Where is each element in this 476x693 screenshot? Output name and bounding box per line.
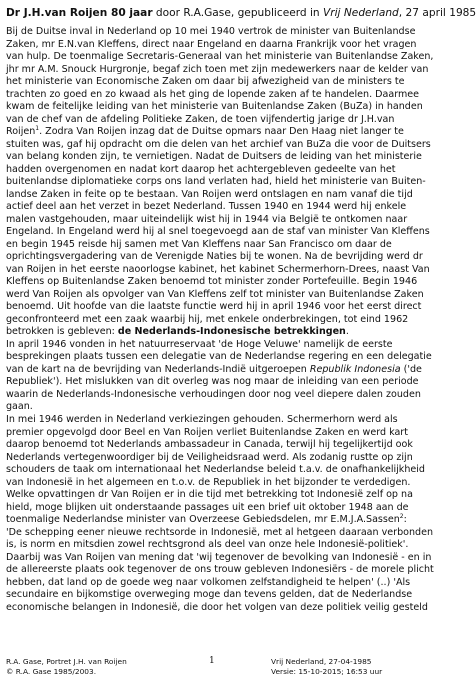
text-line: de allereerste plaats ook tegenover de ons trouw gebleven Indonesiërs - de morele plicht xyxy=(6,564,434,576)
bold-phrase: de Nederlands-Indonesische betrekkingen xyxy=(117,326,346,338)
text-line: van belang konden zijn, te vernietigen. Nadat de Duitsers de leiding van het ministerie xyxy=(6,151,422,163)
text-line: trachten zo goed en zo kwaad als het ging de lopende zaken af te handelen. Daarmee xyxy=(6,88,420,100)
footer-author xyxy=(6,657,127,676)
text-fragment: toenmalige Nederlandse minister van Overzeese Gebiedsdelen, mr E.M.J.A.Sassen xyxy=(6,514,400,526)
text-fragment: Roijen xyxy=(6,126,36,138)
text-line: waarin de Nederlands-Indonesische verhoudingen door nog veel diepere dalen zouden xyxy=(6,388,421,400)
text-line: premier opgevolgd door Beel en Van Roijen verliet Buitenlandse Zaken en werd kart xyxy=(6,426,408,438)
footer-version: Versie: 15-10-2015; 16:53 uur xyxy=(271,666,383,676)
text-line: landse Zaken in feite op te bestaan. Van Roijen werd ontslagen en nam vanaf die tijd xyxy=(6,188,413,200)
text-line-italic-phrase xyxy=(6,364,446,377)
text-fragment: . xyxy=(345,326,349,338)
text-line: In mei 1946 werden in Nederland verkiezingen gehouden. Schermerhorn werd als xyxy=(6,413,398,425)
text-fragment: betrokken is gebleven: xyxy=(6,326,118,338)
footnote-ref-1[interactable]: 1 xyxy=(35,125,40,133)
text-line: en begin 1945 reisde hij samen met Van Kleffens naar San Francisco om daar de xyxy=(6,238,392,250)
text-line: schouders de taak om internationaal het Nederlandse beleid t.a.v. de onafhankelijkheid xyxy=(6,464,425,476)
text-line: malen vastgehouden, maar uiteindelijk wist hij in 1944 via België te ontkomen naar xyxy=(6,213,408,225)
text-line: geconfronteerd met een zaak waarbij hij, met enkele onderbrekingen, tot eind 1962 xyxy=(6,313,409,325)
text-line: actief deel aan het verzet in bezet Nederland. Tussen 1940 en 1944 werd hij enkele xyxy=(6,201,407,213)
text-line: van Roijen in het eerste naoorlogse kabinet, het kabinet Schermerhorn-Drees, naast Van xyxy=(6,263,430,275)
article-body xyxy=(6,26,446,614)
text-line: oprichtingsvergadering van de Verenigde Naties bij te wonen. Na de bevrijding werd dr xyxy=(6,251,423,263)
text-line: Kleffens op Buitenlandse Zaken benoemd tot minister zonder Portefeuille. Begin 1946 xyxy=(6,276,418,288)
text-line: kwam de feitelijke leiding van het ministerie van Buitenlandse Zaken (BuZa) in handen xyxy=(6,101,423,113)
footer-copyright: © R.A. Gase 1985/2003. xyxy=(6,666,97,676)
text-fragment: van de kart na de bevrijding van Nederlands-Indië uitgeroepen xyxy=(6,363,310,375)
title-subject: Dr J.H.van Roijen 80 jaar xyxy=(6,7,153,19)
text-line: 'De schepping eener nieuwe rechtsorde in Indonesië, met al hetgeen daaraan verbonden xyxy=(6,526,433,538)
text-line: van de chef van de afdeling Politieke Zaken, de toen vijfendertig jarige dr J.H.van xyxy=(6,113,395,125)
text-line: het ministerie van Economische Zaken om daar bij afwezigheid van de ministers te xyxy=(6,76,405,88)
page-footer xyxy=(0,657,450,685)
text-line: hield, moge blijken uit onderstaande passages uit een brief uit oktober 1948 aan de xyxy=(6,501,409,513)
title-publication: Vrij Nederland xyxy=(323,7,399,19)
text-line: Nederlands vertegenwoordiger bij de Veiligheidsraad werd. Als zodanig rustte op zijn xyxy=(6,451,413,463)
text-line: is, is norm en mitsdien zowel rechtsgrond als deel van onze hele Indonesië-politiek'. xyxy=(6,539,409,551)
footer-source xyxy=(271,657,382,676)
text-line-footnote-1 xyxy=(6,126,446,139)
text-line-bold-phrase xyxy=(6,326,446,339)
text-line: hebben, dat land op de goede weg naar volkomen zelfstandigheid te helpen' (..) 'Als xyxy=(6,576,411,588)
text-line: Engeland. In Engeland werd hij al snel toegevoegd aan de staf van minister Van Kleffens xyxy=(6,226,430,238)
text-line: Bij de Duitse inval in Nederland op 10 mei 1940 vertrok de minister van Buitenlandse xyxy=(6,26,416,37)
text-line: jhr mr A.M. Snouck Hurgronje, begaf zich toen met zijn medewerkers naar de kelder van xyxy=(6,63,429,75)
italic-phrase: Republik Indonesia xyxy=(309,363,401,375)
footnote-ref-2[interactable]: 2 xyxy=(399,513,404,521)
text-line: daarop benoemd tot Nederlands ambassadeur in Canada, terwijl hij tegelijkertijd ook xyxy=(6,439,413,451)
document-title xyxy=(6,7,476,20)
title-date: , 27 april 1985 xyxy=(398,7,476,19)
text-line-footnote-2 xyxy=(6,514,446,527)
text-line: Daarbij was Van Roijen van mening dat 'wij tegenover de bevolking van Indonesië - en in xyxy=(6,551,432,563)
text-fragment: ('de xyxy=(400,363,422,375)
text-line: werd Van Roijen als opvolger van Van Kleffens zelf tot minister van Buitenlandse Zaken xyxy=(6,288,424,300)
text-line: stuiten was, gaf hij opdracht om die delen van het archief van BuZa die voor de Duitsers xyxy=(6,138,431,150)
text-line: gaan. xyxy=(6,401,33,413)
footer-title: R.A. Gase, Portret J.H. van Roijen xyxy=(6,657,127,666)
text-line: van Indonesië in het algemeen en t.o.v. de Republiek in het bijzonder te verdedigen. xyxy=(6,476,411,488)
text-fragment: . Zodra Van Roijen inzag dat de Duitse opmars naar Den Haag niet langer te xyxy=(39,126,404,138)
text-line: besprekingen plaats tussen een delegatie van de Nederlandse regering en een delegatie xyxy=(6,351,432,363)
text-line: buitenlandse diplomatieke corps ons land verlaten had, hield het ministerie van Buiten- xyxy=(6,176,426,188)
text-line: Republiek'). Het mislukken van dit overleg was nog maar de inleiding van een periode xyxy=(6,376,419,388)
text-line: hadden overgenomen en nadat kort daarop het achtergebleven gedeelte van het xyxy=(6,163,396,175)
title-byline: door R.A.Gase, gepubliceerd in xyxy=(152,7,324,19)
text-line: In april 1946 vonden in het natuurreservaat 'de Hoge Veluwe' namelijk de eerste xyxy=(6,338,393,350)
text-line: Welke opvattingen dr Van Roijen er in die tijd met betrekking tot Indonesië zelf op na xyxy=(6,489,413,501)
text-line: secundaire en bijkomstige overweging moge dan tevens gelden, dat de Nederlandse xyxy=(6,589,413,601)
text-line: economische belangen in Indonesië, die door het volgen van deze politiek veilig gesteld xyxy=(6,601,428,613)
page-number: 1 xyxy=(209,656,215,666)
text-line: benoemd. Uit hoofde van die laatste functie werd hij in april 1946 voor het eerst direct xyxy=(6,301,422,313)
footer-publication: Vrij Nederland, 27-04-1985 xyxy=(271,657,372,666)
text-fragment: : xyxy=(403,514,407,526)
text-line: Zaken, mr E.N.van Kleffens, direct naar Engeland en daarna Frankrijk voor het vragen xyxy=(6,38,417,50)
text-line: van hulp. De toenmalige Secretaris-Generaal van het ministerie van Buitenlandse Zaken, xyxy=(6,51,434,63)
